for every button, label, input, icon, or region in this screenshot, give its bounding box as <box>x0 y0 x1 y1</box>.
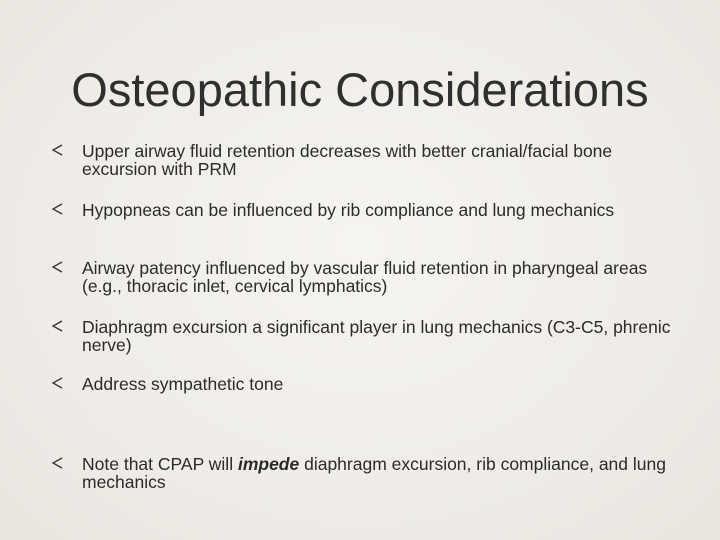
bullet-text: Hypopneas can be influenced by rib compliance and lung mechanics <box>82 200 615 220</box>
bullet-text: Airway patency influenced by vascular fluid retention in pharyngeal areas (e.g., thoracic inlet, cervical lymphatics) <box>82 258 648 296</box>
bullet-text: Diaphragm excursion a significant player in lung mechanics (C3-C5, phrenic nerve) <box>82 317 671 355</box>
bullet-text-start: Note that CPAP will <box>82 454 238 474</box>
bullet-text: Address sympathetic tone <box>82 374 284 394</box>
arrow-left-icon <box>50 456 64 470</box>
arrow-left-icon <box>50 260 64 274</box>
emphasis-impede: impede <box>237 454 300 474</box>
arrow-left-icon <box>50 319 64 333</box>
arrow-left-icon <box>50 143 64 157</box>
bullet-text-end: diaphragm excursion, rib compliance, and lung mechanics <box>82 454 666 492</box>
bullet-text: Upper airway fluid retention decreases with better cranial/facial bone excursion with PRM <box>82 141 613 179</box>
bullet-text <box>82 455 682 491</box>
arrow-left-icon <box>50 376 64 390</box>
slide-title: Osteopathic Considerations <box>71 63 649 116</box>
arrow-left-icon <box>50 202 64 216</box>
